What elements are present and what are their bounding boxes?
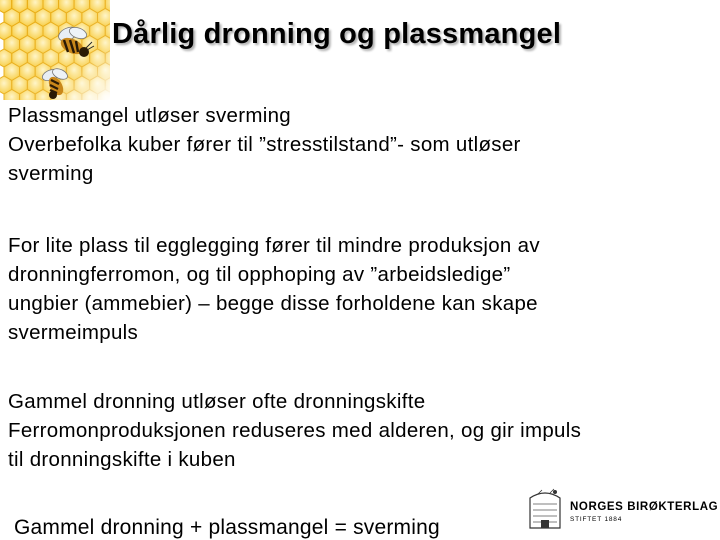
- logo-name: NORGES BIRØKTERLAG: [570, 501, 719, 513]
- text-line: Gammel dronning utløser ofte dronningskifte: [8, 390, 426, 413]
- text-line: ungbier (ammebier) – begge disse forholdene kan skape: [8, 292, 538, 315]
- logo-subtitle: STIFTET 1884: [570, 516, 623, 523]
- paragraph-space-shortage: [8, 101, 714, 188]
- slide-title: Dårlig dronning og plassmangel: [112, 18, 562, 50]
- text-line: til dronningskifte i kuben: [8, 448, 236, 471]
- text-line: Plassmangel utløser sverming: [8, 104, 291, 127]
- text-line: Ferromonproduksjonen reduseres med alderen, og gir impuls: [8, 419, 582, 442]
- beehive-logo-icon: [524, 488, 566, 534]
- text-line: For lite plass til egglegging fører til mindre produksjon av: [8, 234, 540, 257]
- text-line: svermeimpuls: [8, 321, 139, 344]
- bee-icon: [36, 66, 76, 100]
- text-line: dronningferromon, og til opphoping av ”arbeidsledige”: [8, 263, 511, 286]
- text-line: sverming: [8, 162, 94, 185]
- text-line: Overbefolka kuber fører til ”stresstilstand”- som utløser: [8, 133, 521, 156]
- paragraph-old-queen: [8, 387, 714, 474]
- conclusion-text: Gammel dronning + plassmangel = sverming: [14, 516, 440, 539]
- paragraph-egg-laying-space: [8, 231, 714, 347]
- bee-icon: [50, 24, 96, 62]
- organization-logo: [524, 488, 719, 534]
